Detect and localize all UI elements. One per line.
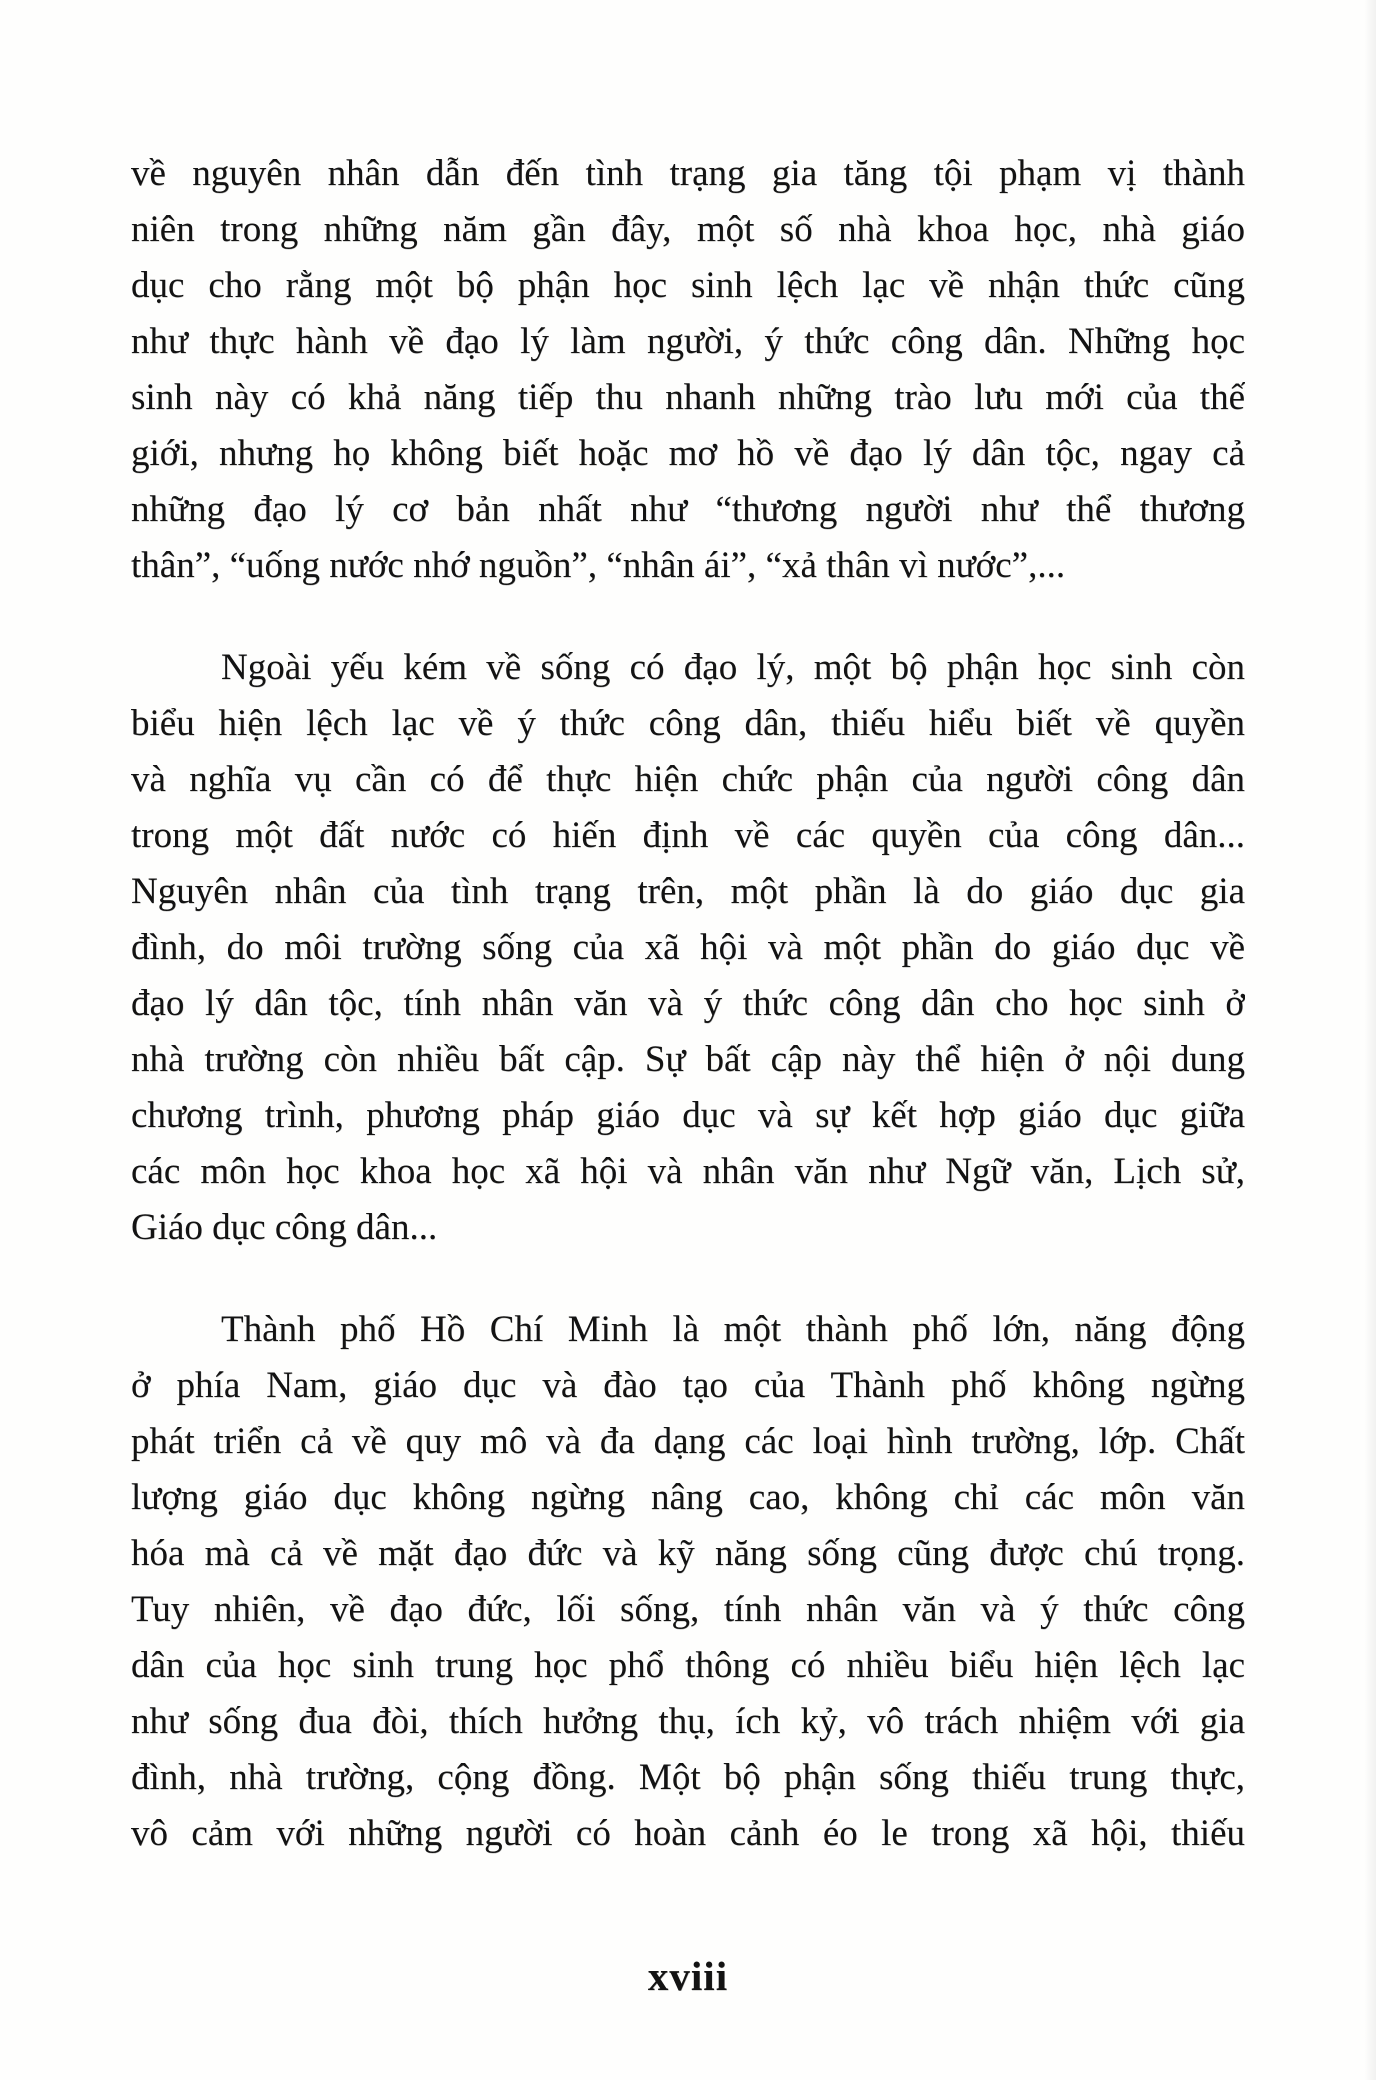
text-line: và nghĩa vụ cần có để thực hiện chức phận của người công dân [131,759,1245,800]
text-line: chương trình, phương pháp giáo dục và sự kết hợp giáo dục giữa [131,1095,1245,1136]
text-line: sinh này có khả năng tiếp thu nhanh những trào lưu mới của thế [131,377,1245,418]
text-line: Ngoài yếu kém về sống có đạo lý, một bộ phận học sinh còn [221,647,1245,688]
text-line: phát triển cả về quy mô và đa dạng các loại hình trường, lớp. Chất [131,1421,1245,1462]
text-line: như sống đua đòi, thích hưởng thụ, ích kỷ, vô trách nhiệm với gia [131,1701,1245,1742]
text-line: dục cho rằng một bộ phận học sinh lệch lạc về nhận thức cũng [131,265,1245,306]
text-line: ở phía Nam, giáo dục và đào tạo của Thành phố không ngừng [131,1365,1245,1406]
paragraph [131,640,1245,1256]
text-line: Tuy nhiên, về đạo đức, lối sống, tính nhân văn và ý thức công [131,1589,1245,1630]
page-number: xviii [647,1953,729,1999]
text-line: như thực hành về đạo lý làm người, ý thức công dân. Những học [131,321,1245,362]
text-line: Giáo dục công dân... [131,1207,438,1248]
text-line: hóa mà cả về mặt đạo đức và kỹ năng sống cũng được chú trọng. [131,1533,1245,1574]
text-line: nhà trường còn nhiều bất cập. Sự bất cập này thể hiện ở nội dung [131,1039,1245,1080]
text-line: Thành phố Hồ Chí Minh là một thành phố lớn, năng động [221,1309,1245,1350]
text-line: niên trong những năm gần đây, một số nhà khoa học, nhà giáo [131,209,1245,250]
page-text [131,146,1245,1862]
text-line: đạo lý dân tộc, tính nhân văn và ý thức công dân cho học sinh ở [131,983,1245,1024]
text-line: thân”, “uống nước nhớ nguồn”, “nhân ái”, “xả thân vì nước”,... [131,545,1066,586]
text-line: đình, nhà trường, cộng đồng. Một bộ phận sống thiếu trung thực, [131,1757,1245,1798]
text-line: đình, do môi trường sống của xã hội và một phần do giáo dục về [131,927,1245,968]
text-line: giới, nhưng họ không biết hoặc mơ hồ về đạo lý dân tộc, ngay cả [131,433,1245,474]
text-line: những đạo lý cơ bản nhất như “thương người như thể thương [131,489,1245,530]
text-line: dân của học sinh trung học phổ thông có nhiều biểu hiện lệch lạc [131,1645,1245,1686]
text-line: Nguyên nhân của tình trạng trên, một phần là do giáo dục gia [131,871,1245,912]
paragraph [131,1302,1245,1862]
text-line: lượng giáo dục không ngừng nâng cao, không chỉ các môn văn [131,1477,1245,1518]
text-line: vô cảm với những người có hoàn cảnh éo le trong xã hội, thiếu [131,1813,1245,1854]
paragraph [131,146,1245,594]
scan-edge-shadow [1364,0,1376,2080]
text-line: trong một đất nước có hiến định về các quyền của công dân... [131,815,1245,856]
text-line: về nguyên nhân dẫn đến tình trạng gia tăng tội phạm vị thành [131,153,1245,194]
text-line: các môn học khoa học xã hội và nhân văn như Ngữ văn, Lịch sử, [131,1151,1245,1192]
text-line: biểu hiện lệch lạc về ý thức công dân, thiếu hiểu biết về quyền [131,703,1245,744]
